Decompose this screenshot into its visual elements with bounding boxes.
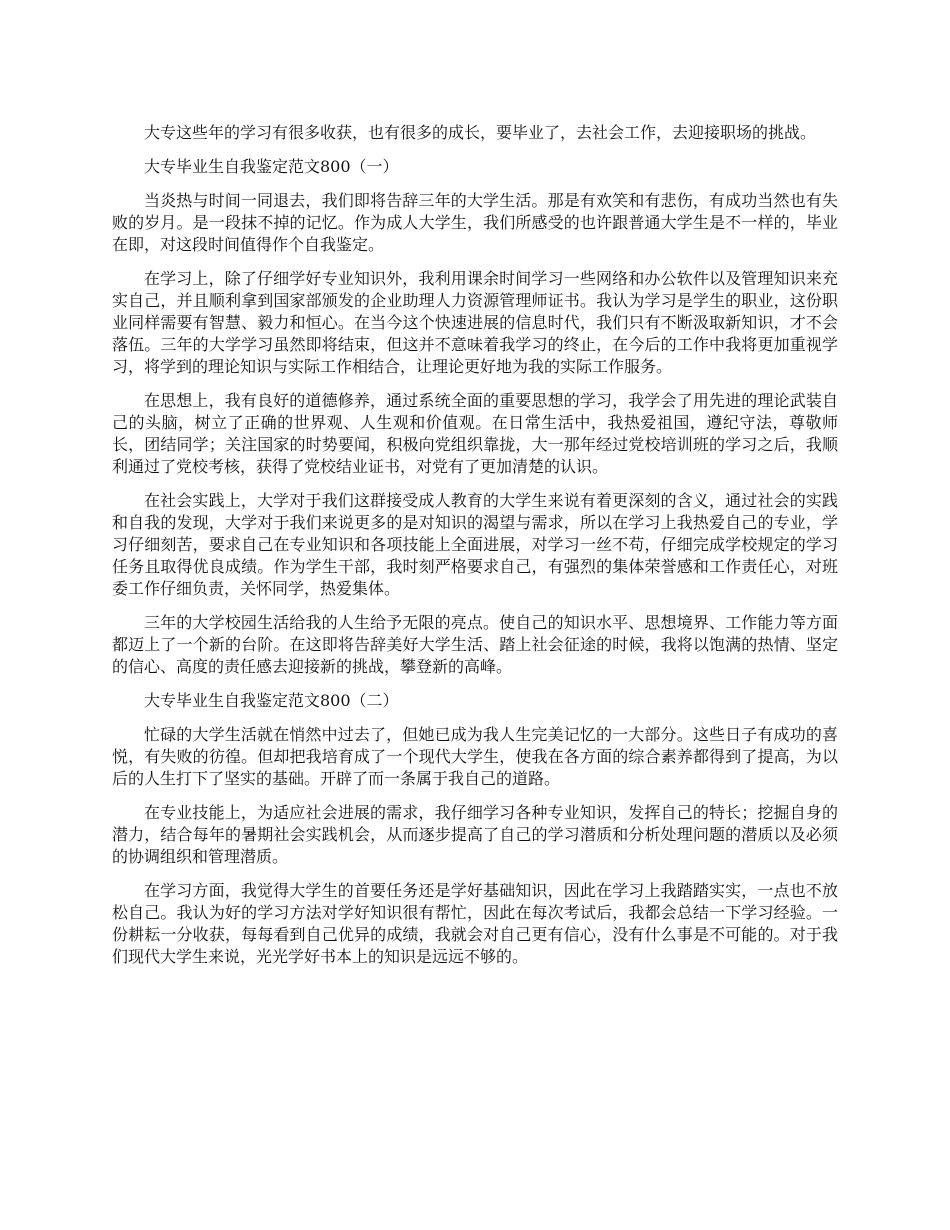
body-paragraph: 在专业技能上，为适应社会进展的需求，我仔细学习各种专业知识，发挥自己的特长；挖掘自身的潜力，结合每年的暑期社会实践机会，从而逐步提高了自己的学习潜质和分析处理问题的潜质以及必须的协调组织和管理潜质。 [112, 803, 838, 866]
body-paragraph: 当炎热与时间一同退去，我们即将告辞三年的大学生活。那是有欢笑和有悲伤，有成功当然也有失败的岁月。是一段抹不掉的记忆。作为成人大学生，我们所感受的也许跟普通大学生是不一样的，毕业在即，对这段时间值得作个自我鉴定。 [112, 191, 838, 254]
intro-paragraph: 大专这些年的学习有很多收获，也有很多的成长，要毕业了，去社会工作，去迎接职场的挑战。 [144, 123, 817, 142]
body-paragraph: 在社会实践上，大学对于我们这群接受成人教育的大学生来说有着更深刻的含义，通过社会的实践和自我的发现，大学对于我们来说更多的是对知识的渴望与需求，所以在学习上我热爱自己的专业，学习仔细刻苦，要求自己在专业知识和各项技能上全面进展，对学习一丝不苟，仔细完成学校规定的学习任务且取得优良成绩。作为学生干部，我时刻严格要求自己，有强烈的集体荣誉感和工作责任心，对班委工作仔细负责，关怀同学，热爱集体。 [112, 491, 838, 598]
body-paragraph: 忙碌的大学生活就在悄然中过去了，但她已成为我人生完美记忆的一大部分。这些日子有成功的喜悦，有失败的彷徨。但却把我培育成了一个现代大学生，使我在各方面的综合素养都得到了提高，为以后的人生打下了坚实的基础。开辟了而一条属于我自己的道路。 [112, 725, 838, 788]
body-paragraph: 在思想上，我有良好的道德修养，通过系统全面的重要思想的学习，我学会了用先进的理论武装自己的头脑，树立了正确的世界观、人生观和价值观。在日常生活中，我热爱祖国，遵纪守法，尊敬师长，团结同学；关注国家的时势要闻，积极向党组织靠拢，大一那年经过党校培训班的学习之后，我顺利通过了党校考核，获得了党校结业证书，对党有了更加清楚的认识。 [112, 391, 838, 476]
section-heading-1: 大专毕业生自我鉴定范文800（一） [144, 157, 399, 176]
section-heading-2: 大专毕业生自我鉴定范文800（二） [144, 691, 399, 710]
body-paragraph: 在学习方面，我觉得大学生的首要任务还是学好基础知识，因此在学习上我踏踏实实，一点也不放松自己。我认为好的学习方法对学好知识很有帮忙，因此在每次考试后，我都会总结一下学习经验。一份耕耘一分收获，每每看到自己优异的成绩，我就会对自己更有信心，没有什么事是不可能的。对于我们现代大学生来说，光光学好书本上的知识是远远不够的。 [112, 881, 838, 966]
body-paragraph: 三年的大学校园生活给我的人生给予无限的亮点。使自己的知识水平、思想境界、工作能力等方面都迈上了一个新的台阶。在这即将告辞美好大学生活、踏上社会征途的时候，我将以饱满的热情、坚定的信心、高度的责任感去迎接新的挑战，攀登新的高峰。 [112, 613, 838, 676]
document-body [112, 122, 838, 980]
body-paragraph: 在学习上，除了仔细学好专业知识外，我利用课余时间学习一些网络和办公软件以及管理知识来充实自己，并且顺利拿到国家部颁发的企业助理人力资源管理师证书。我认为学习是学生的职业，这份职业同样需要有智慧、毅力和恒心。在当今这个快速进展的信息时代，我们只有不断汲取新知识，才不会落伍。三年的大学学习虽然即将结束，但这并不意味着我学习的终止，在今后的工作中我将更加重视学习，将学到的理论知识与实际工作相结合，让理论更好地为我的实际工作服务。 [112, 269, 838, 376]
